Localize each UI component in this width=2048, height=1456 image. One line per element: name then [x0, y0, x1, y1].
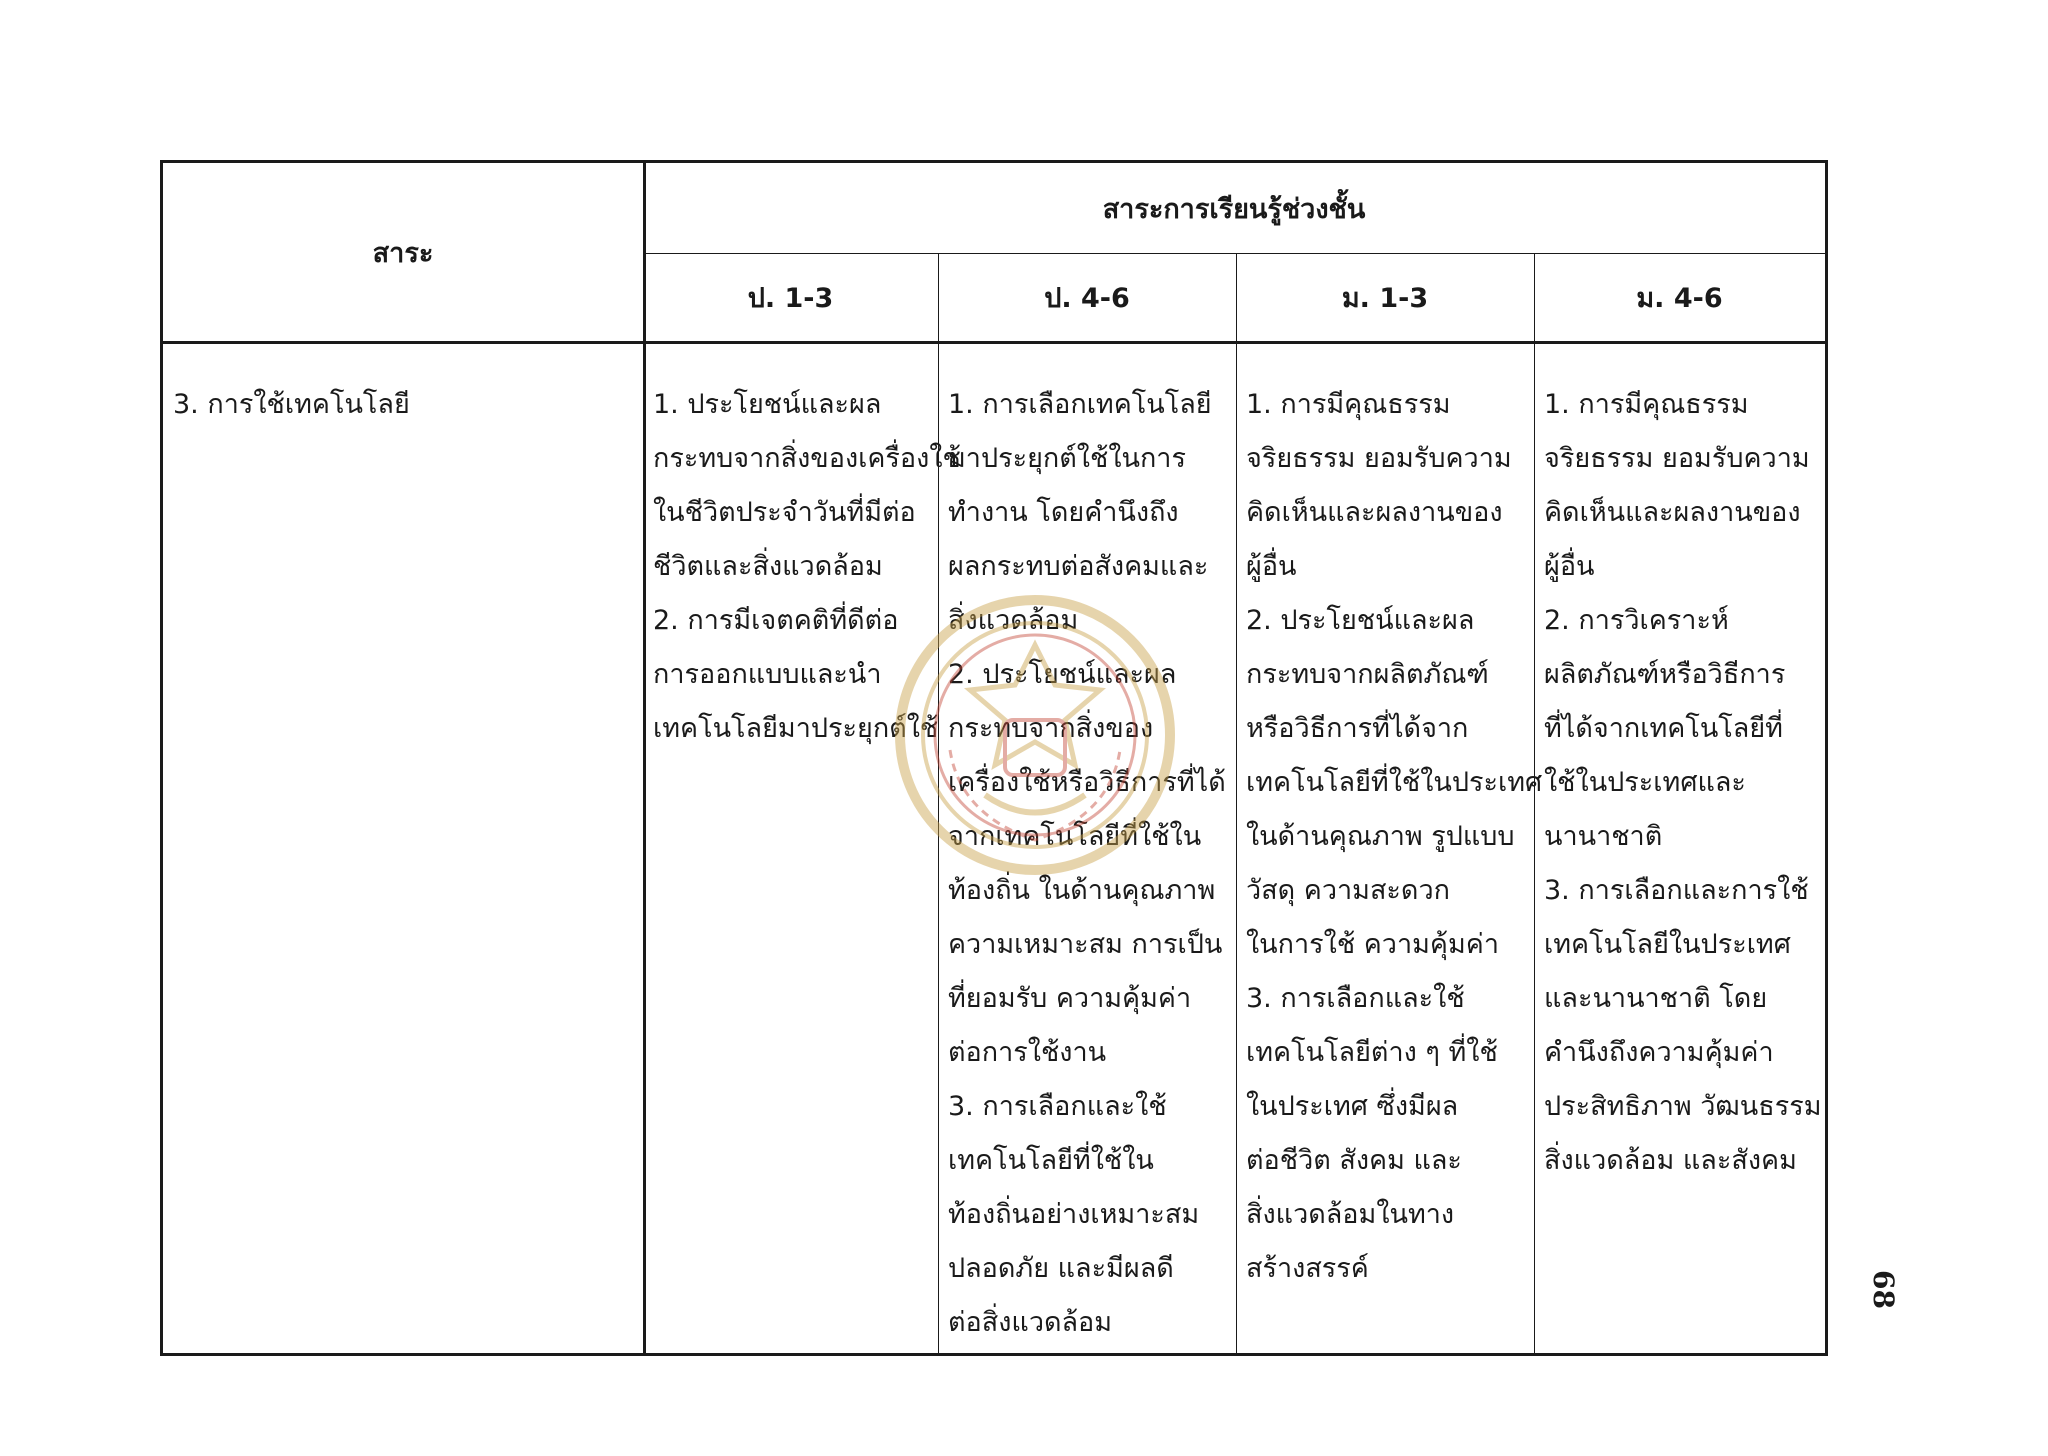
content-line: เทคโนโลยีต่าง ๆ ที่ใช้: [1246, 1037, 1498, 1068]
grade-cell-p1-3: [643, 378, 961, 756]
content-line: 1. การเลือกเทคโนโลยี: [948, 389, 1212, 420]
header-grade-p1-3: ป. 1-3: [747, 282, 834, 314]
content-line: คำนึงถึงความคุ้มค่า: [1544, 1037, 1774, 1068]
content-line: 1. การมีคุณธรรม: [1544, 389, 1749, 420]
content-line: ที่ยอมรับ ความคุ้มค่า: [948, 983, 1192, 1014]
content-line: หรือวิธีการที่ได้จาก: [1246, 713, 1469, 744]
grade-cell-p4-6: [938, 378, 1236, 1350]
content-line: กระทบจากสิ่งของเครื่องใช้: [653, 443, 961, 474]
content-line: จากเทคโนโลยีที่ใช้ใน: [948, 821, 1202, 852]
content-line: คิดเห็นและผลงานของ: [1246, 497, 1503, 528]
content-line: สิ่งแวดล้อม: [948, 605, 1079, 636]
header-grade-p4-6: ป. 4-6: [1044, 282, 1130, 314]
content-line: วัสดุ ความสะดวก: [1246, 875, 1450, 906]
content-line: ต่อชีวิต สังคม และ: [1246, 1145, 1462, 1176]
topic-cell: [163, 378, 643, 432]
content-line: จริยธรรม ยอมรับความ: [1544, 443, 1810, 474]
content-line: เทคโนโลยีในประเทศ: [1544, 929, 1791, 960]
content-line: 2. การวิเคราะห์: [1544, 605, 1729, 636]
content-line: ผู้อื่น: [1246, 551, 1297, 582]
content-line: 3. การเลือกและใช้: [1246, 983, 1465, 1014]
content-line: ผู้อื่น: [1544, 551, 1595, 582]
content-line: 3. การเลือกและการใช้: [1544, 875, 1809, 906]
content-line: ที่ได้จากเทคโนโลยีที่: [1544, 713, 1783, 744]
content-line: 2. ประโยชน์และผล: [1246, 605, 1475, 636]
content-line: 1. ประโยชน์และผล: [653, 389, 882, 420]
topic-text: 3. การใช้เทคโนโลยี: [173, 389, 410, 420]
content-line: ทำงาน โดยคำนึงถึง: [948, 497, 1179, 528]
content-line: ท้องถิ่น ในด้านคุณภาพ: [948, 875, 1216, 906]
content-line: นานาชาติ: [1544, 821, 1663, 852]
header-topic: สาระ: [372, 237, 434, 269]
content-line: ผลิตภัณฑ์หรือวิธีการ: [1544, 659, 1786, 690]
content-line: สิ่งแวดล้อมในทาง: [1246, 1199, 1455, 1230]
content-line: ใช้ในประเทศและ: [1544, 767, 1746, 798]
grade-cell-m1-3: [1236, 378, 1543, 1296]
content-line: สร้างสรรค์: [1246, 1253, 1369, 1284]
content-line: สิ่งแวดล้อม และสังคม: [1544, 1145, 1797, 1176]
content-line: ปลอดภัย และมีผลดี: [948, 1253, 1174, 1284]
content-line: ในการใช้ ความคุ้มค่า: [1246, 929, 1500, 960]
content-line: เครื่องใช้หรือวิธีการที่ได้: [948, 767, 1226, 798]
content-line: ประสิทธิภาพ วัฒนธรรม: [1544, 1091, 1822, 1122]
content-line: 3. การเลือกและใช้: [948, 1091, 1167, 1122]
content-line: เทคโนโลยีมาประยุกต์ใช้: [653, 713, 939, 744]
content-line: ต่อการใช้งาน: [948, 1037, 1107, 1068]
content-line: กระทบจากสิ่งของ: [948, 713, 1154, 744]
content-line: ต่อสิ่งแวดล้อม: [948, 1307, 1113, 1338]
page-number: 68: [1867, 1270, 1900, 1309]
content-line: เทคโนโลยีที่ใช้ใน: [948, 1145, 1154, 1176]
content-line: และนานาชาติ โดย: [1544, 983, 1768, 1014]
content-line: ในประเทศ ซึ่งมีผล: [1246, 1091, 1459, 1122]
content-line: เทคโนโลยีที่ใช้ในประเทศ: [1246, 767, 1543, 798]
content-line: ความเหมาะสม การเป็น: [948, 929, 1223, 960]
content-line: กระทบจากผลิตภัณฑ์: [1246, 659, 1489, 690]
header-content-group: สาระการเรียนรู้ช่วงชั้น: [1102, 193, 1366, 225]
content-line: การออกแบบและนำ: [653, 659, 882, 690]
content-line: ชีวิตและสิ่งแวดล้อม: [653, 551, 883, 582]
content-line: 1. การมีคุณธรรม: [1246, 389, 1451, 420]
header-bottom-border: [163, 341, 1825, 344]
header-grade-m1-3: ม. 1-3: [1341, 282, 1429, 314]
content-line: ผลกระทบต่อสังคมและ: [948, 551, 1209, 582]
content-line: คิดเห็นและผลงานของ: [1544, 497, 1801, 528]
content-line: จริยธรรม ยอมรับความ: [1246, 443, 1512, 474]
curriculum-table: [160, 160, 1828, 1356]
grade-cell-m4-6: [1534, 378, 1825, 1188]
content-line: ในชีวิตประจำวันที่มีต่อ: [653, 497, 916, 528]
content-line: ในด้านคุณภาพ รูปแบบ: [1246, 821, 1515, 852]
content-line: 2. การมีเจตคติที่ดีต่อ: [653, 605, 899, 636]
content-line: 2. ประโยชน์และผล: [948, 659, 1177, 690]
content-line: ท้องถิ่นอย่างเหมาะสม: [948, 1199, 1200, 1230]
content-line: มาประยุกต์ใช้ในการ: [948, 443, 1186, 474]
header-grade-m4-6: ม. 4-6: [1636, 282, 1723, 314]
